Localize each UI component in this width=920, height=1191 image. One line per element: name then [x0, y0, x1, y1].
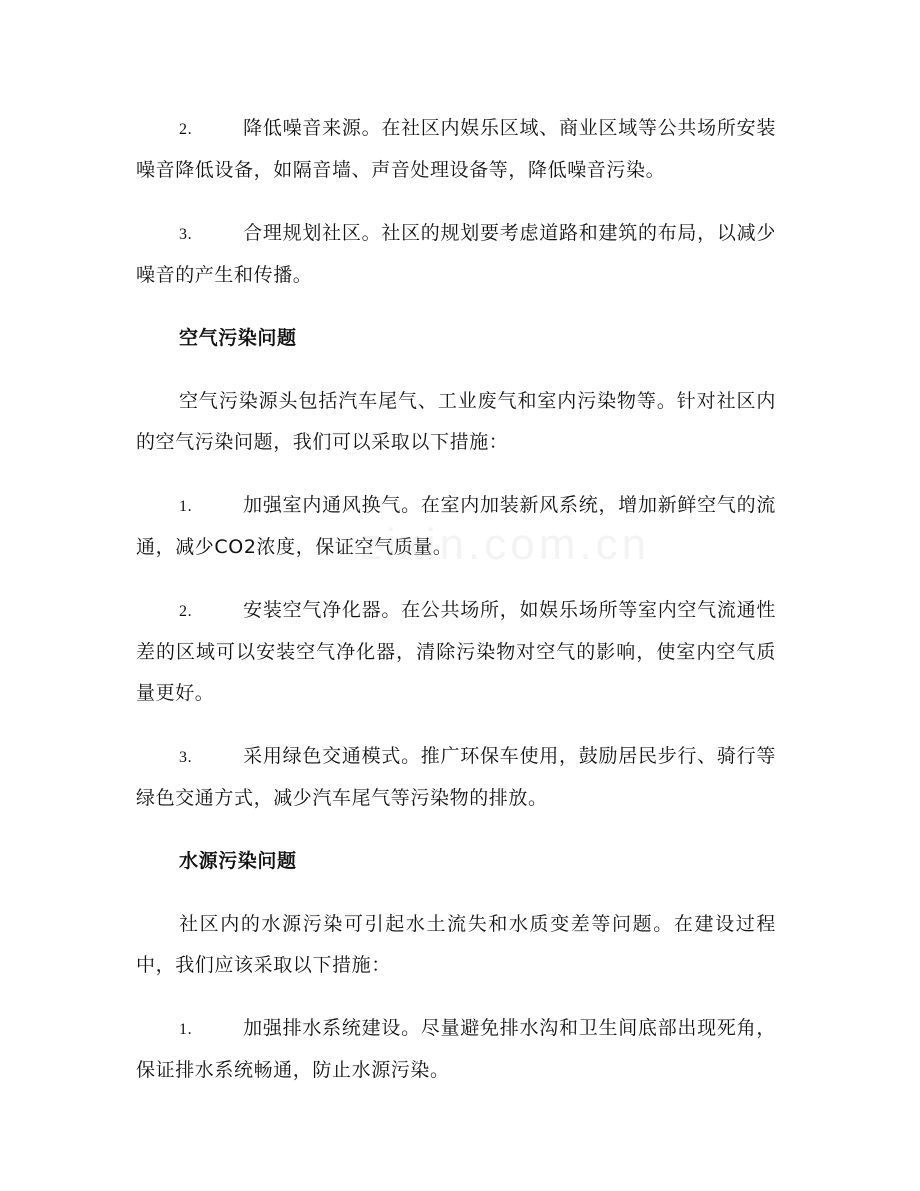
list-text: 降低噪音来源。在社区内娱乐区域、商业区域等公共场所安装噪音降低设备，如隔音墙、声音处理设备等，降低噪音污染。 — [136, 117, 776, 181]
list-number: 1. — [179, 1021, 193, 1038]
list-item — [136, 108, 776, 191]
watermark: zixin.com.cn — [360, 520, 651, 569]
list-number: 3. — [179, 226, 193, 243]
paragraph: 空气污染源头包括汽车尾气、工业废气和室内污染物等。针对社区内的空气污染问题，我们可以采取以下措施： — [136, 390, 776, 453]
list-text: 安装空气净化器。在公共场所，如娱乐场所等室内空气流通性差的区域可以安装空气净化器，清除污染物对空气的影响，使室内空气质量更好。 — [136, 599, 776, 704]
list-item — [136, 1008, 776, 1091]
paragraph: 社区内的水源污染可引起水土流失和水质变差等问题。在建设过程中，我们应该采取以下措施： — [136, 913, 776, 976]
document-body — [136, 108, 776, 1113]
section-heading-water-pollution: 水源污染问题 — [179, 850, 297, 872]
list-number: 2. — [179, 121, 193, 138]
list-item — [136, 213, 776, 296]
list-number: 3. — [179, 749, 193, 766]
list-item — [136, 736, 776, 819]
list-item — [136, 485, 776, 568]
list-text: 合理规划社区。社区的规划要考虑道路和建筑的布局，以减少噪音的产生和传播。 — [136, 222, 776, 286]
list-item — [136, 590, 776, 714]
list-text: 加强排水系统建设。尽量避免排水沟和卫生间底部出现死角，保证排水系统畅通，防止水源污染。 — [136, 1017, 776, 1081]
section-heading-air-pollution: 空气污染问题 — [179, 327, 297, 349]
list-text: 采用绿色交通模式。推广环保车使用，鼓励居民步行、骑行等绿色交通方式，减少汽车尾气等污染物的排放。 — [136, 745, 776, 809]
list-text: 加强室内通风换气。在室内加装新风系统，增加新鲜空气的流通，减少CO2浓度，保证空气质量。 — [136, 494, 776, 558]
list-number: 2. — [179, 603, 193, 620]
list-number: 1. — [179, 498, 193, 515]
